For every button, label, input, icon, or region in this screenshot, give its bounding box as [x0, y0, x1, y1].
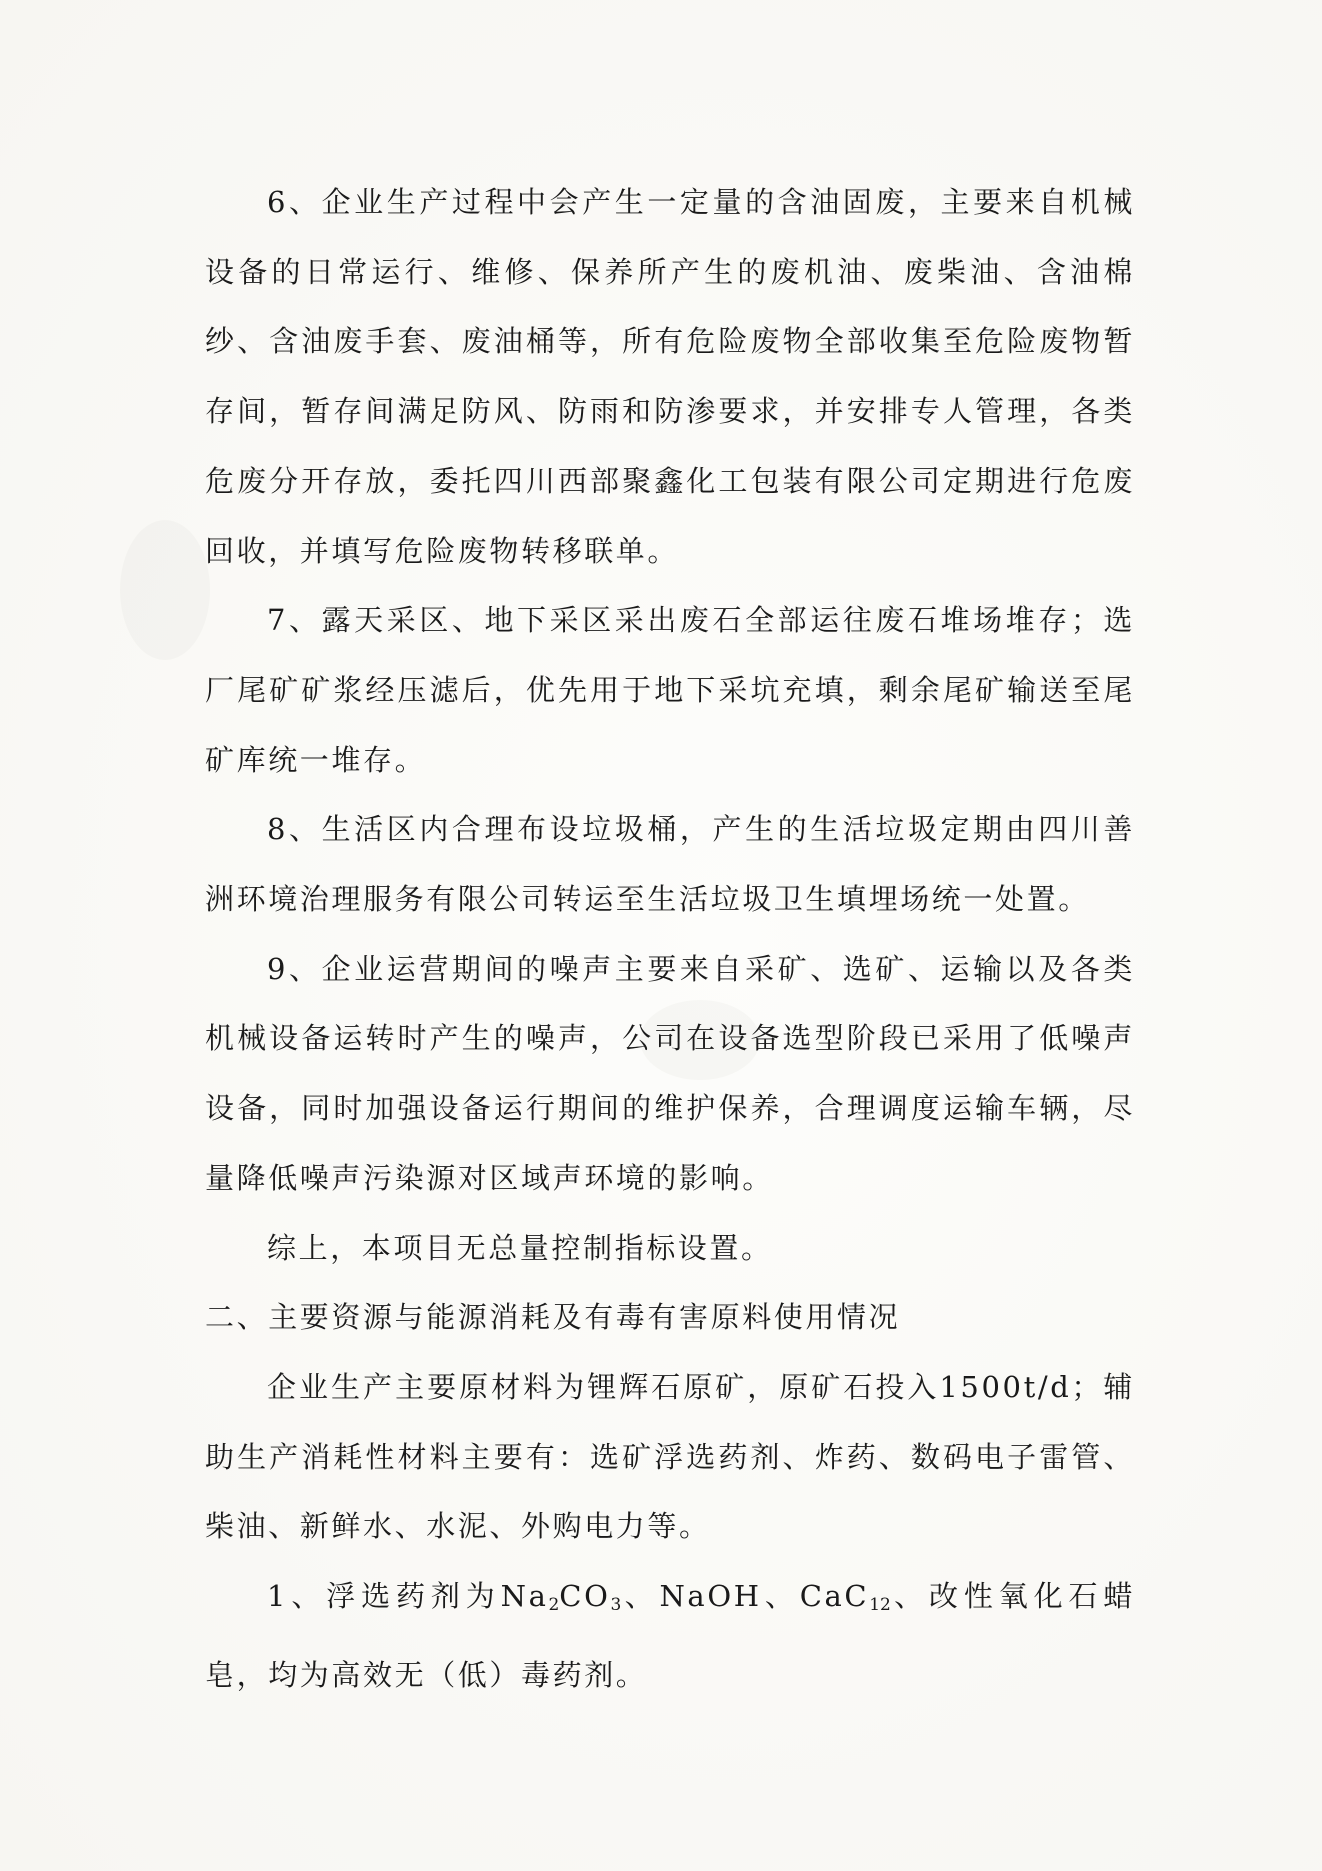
materials-paragraph: 企业生产主要原材料为锂辉石原矿，原矿石投入1500t/d；辅助生产消耗性材料主要有：选矿浮选药剂、炸药、数码电子雷管、柴油、新鲜水、水泥、外购电力等。	[205, 1369, 1135, 1544]
item-1-co: CO	[559, 1579, 611, 1614]
paragraph-item-1	[205, 1562, 1135, 1710]
co-subscript: 3	[610, 1595, 622, 1616]
na-subscript: 2	[548, 1595, 560, 1616]
item-1-mid: 、NaOH、CaC	[621, 1579, 870, 1614]
item-1-suffix: 、改性氧化石蜡皂，均为高效无（低）毒药剂。	[205, 1579, 1136, 1692]
scan-noise	[120, 520, 210, 660]
document-body	[205, 168, 1135, 1710]
paragraph-item-6: 6、企业生产过程中会产生一定量的含油固废，主要来自机械设备的日常运行、维修、保养所产生的废机油、废柴油、含油棉纱、含油废手套、废油桶等，所有危险废物全部收集至危险废物暂存间，暂存间满足防风、防雨和防渗要求，并安排专人管理，各类危废分开存放，委托四川西部聚鑫化工包装有限公司定期进行危废回收，并填写危险废物转移联单。	[205, 185, 1135, 568]
paragraph-item-7: 7、露天采区、地下采区采出废石全部运往废石堆场堆存；选厂尾矿矿浆经压滤后，优先用于地下采坑充填，剩余尾矿输送至尾矿库统一堆存。	[205, 603, 1135, 777]
cac-subscript: 12	[869, 1595, 891, 1616]
summary-paragraph: 综上，本项目无总量控制指标设置。	[267, 1230, 773, 1265]
paragraph-item-9: 9、企业运营期间的噪声主要来自采矿、选矿、运输以及各类机械设备运转时产生的噪声，公司在设备选型阶段已采用了低噪声设备，同时加强设备运行期间的维护保养，合理调度运输车辆，尽量降低噪声污染源对区域声环境的影响。	[205, 951, 1135, 1195]
section-heading: 二、主要资源与能源消耗及有毒有害原料使用情况	[205, 1300, 901, 1335]
paragraph-item-8: 8、生活区内合理布设垃圾桶，产生的生活垃圾定期由四川善洲环境治理服务有限公司转运至生活垃圾卫生填埋场统一处置。	[205, 812, 1135, 917]
item-1-prefix: 1、浮选药剂为Na	[267, 1579, 549, 1614]
